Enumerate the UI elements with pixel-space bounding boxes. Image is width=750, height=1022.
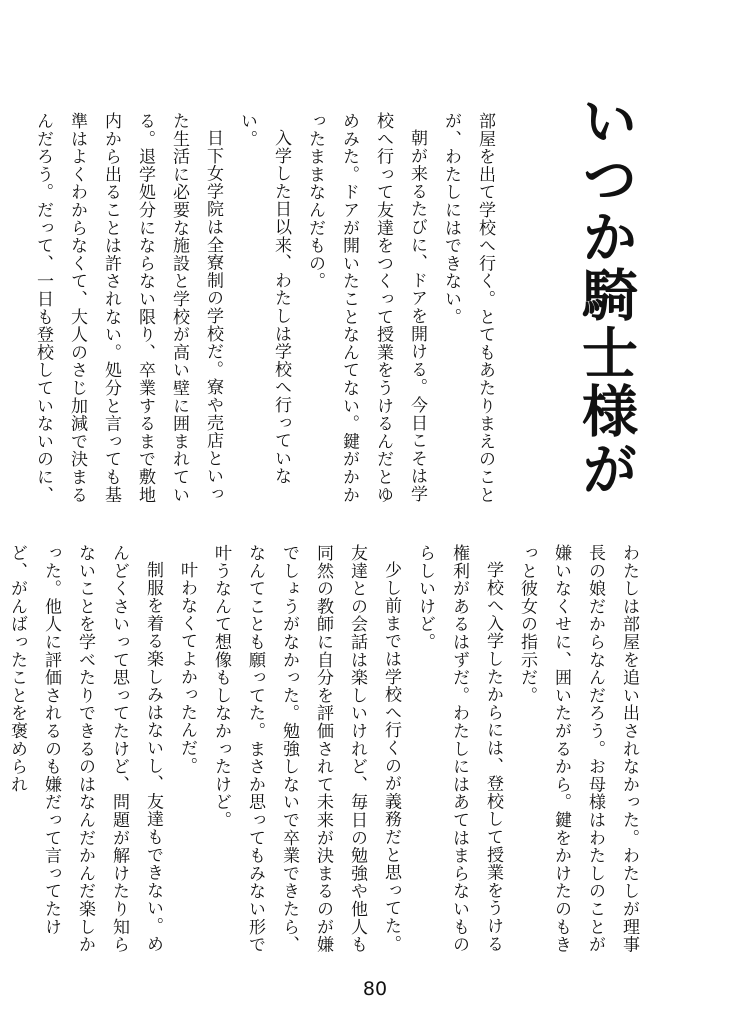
paragraph: 少し前までは学校へ行くのが義務だと思ってた。友達との会話は楽しいけれど、毎日の勉強や他人も同然の教師に自分を評価されて未来が決まるのが嫌でしょうがなかった。勉強しないで卒業できたら、なんてことも願ってた。まさか思ってもみない形で叶うなんて想像もしなかったけど。 (211, 544, 401, 954)
paragraph: わたしは部屋を追い出されなかった。わたしが理事長の娘だからなんだろう。お母様はわたしのことが嫌いなくせに、囲いたがるから。鍵をかけたのもきっと彼女の指示だ。 (517, 544, 639, 954)
paragraph: 朝が来るたびに、ドアを開ける。今日こそは学校へ行って友達をつくって授業をうけるんだとゆめみた。ドアが開いたことなんてない。鍵がかかったままなんだもの。 (305, 112, 427, 504)
paragraph: 叶わなくてよかったんだ。 (177, 561, 197, 775)
paragraph: 日下女学院は全寮制の学校だ。寮や売店といった生活に必要な施設と学校が高い壁に囲まれている。退学処分にならない限り、卒業するまで敷地内から出ることは許されない。処分と言っても基準はよくわからなくて、大人のさじ加減で決まるんだろう。だって、一日も登校していないのに、 (33, 112, 223, 504)
paragraph: 入学した日以来、わたしは学校へ行っていない。 (237, 112, 291, 485)
paragraph: 制服を着る楽しみはないし、友達もできない。めんどくさいって思ってたけど、問題が解けたり知らないことを学べたりできるのはなんだかんだ楽しかった。他人に評価されるのも嫌だって言ってたけど、がんばったことを褒められ (7, 544, 163, 954)
paragraph: 学校へ入学したからには、登校して授業をうける権利があるはずだ。わたしにはあてはまらないものらしいけど。 (415, 544, 503, 954)
chapter-title: いつか騎士様が (573, 92, 639, 498)
body-text-lower (0, 544, 646, 968)
body-text-upper (26, 112, 502, 504)
page-number: 80 (362, 978, 388, 1000)
paragraph: 部屋を出て学校へ行く。とてもあたりまえのことが、わたしにはできない。 (441, 112, 495, 504)
